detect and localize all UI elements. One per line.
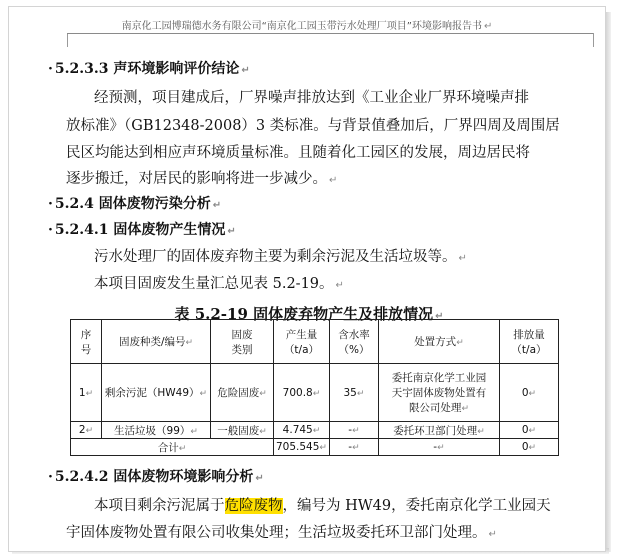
table-total-row: [71, 439, 559, 456]
col-header-amount: 产生量 （t/a）: [274, 320, 330, 364]
cell-water: -↵: [329, 422, 378, 439]
header-rule: [67, 33, 593, 34]
table-row: [71, 422, 559, 439]
paragraph-line: 民区均能达到相应声环境质量标准。且随着化工园区的发展，周边居民将: [66, 145, 530, 161]
table-caption: 表 5.2-19 固体废弃物产生及排放情况 ↵: [174, 305, 444, 323]
cell-disposal: 委托南京化学工业园 天宇固体废物处置有 限公司处理↵: [378, 364, 499, 422]
paragraph-line: 放标准》（GB12348-2008）3 类标准。与背景值叠加后，厂界四周及周围居: [66, 118, 560, 134]
cell-water: 35↵: [329, 364, 378, 422]
heading-5-2-3-3: · 5.2.3.3 声环境影响评价结论 ↵: [48, 61, 250, 77]
heading-5-2-4: · 5.2.4 固体废物污染分析 ↵: [48, 196, 222, 212]
cell-discharge: 0↵: [499, 364, 558, 422]
paragraph-line: 经预测，项目建成后，厂界噪声排放达到《工业企业厂界环境噪声排: [94, 90, 529, 106]
cell-disposal: 委托环卫部门处理↵: [378, 422, 499, 439]
cell-total-label: 合计↵: [71, 439, 274, 456]
page-header: 南京化工园博瑞德水务有限公司“南京化工园玉带污水处理厂项目”环境影响报告书 ↵: [121, 21, 493, 32]
paragraph-line: 本项目固废发生量汇总见表 5.2-19。 ↵: [94, 276, 344, 292]
page-header-text: 南京化工园博瑞德水务有限公司“南京化工园玉带污水处理厂项目”环境影响报告书: [121, 21, 482, 32]
col-header-water: 含水率 （%）: [329, 320, 378, 364]
table-row: [71, 364, 559, 422]
cell-total-discharge: 0↵: [499, 439, 558, 456]
cell-total-water: -↵: [329, 439, 378, 456]
crop-mark-right: [593, 33, 594, 47]
cell-type: 剩余污泥（HW49）↵: [102, 364, 211, 422]
table-header-row: [71, 320, 559, 364]
paragraph-line: 本项目剩余污泥属于危险废物，编号为 HW49，委托南京化学工业园天: [94, 498, 551, 514]
col-header-type: 固废种类/编号↵: [102, 320, 211, 364]
col-header-no: 序 号: [71, 320, 102, 364]
cell-amount: 4.745↵: [274, 422, 330, 439]
col-header-discharge: 排放量 （t/a）: [499, 320, 558, 364]
cell-category: 危险固废↵: [211, 364, 274, 422]
cell-type: 生活垃圾（99）↵: [102, 422, 211, 439]
paragraph-line: 宇固体废物处置有限公司收集处理；生活垃圾委托环卫部门处理。 ↵: [66, 525, 497, 541]
highlighted-text: 危险废物: [224, 498, 283, 514]
heading-5-2-4-2: · 5.2.4.2 固体废物环境影响分析 ↵: [48, 469, 264, 485]
cell-amount: 700.8↵: [274, 364, 330, 422]
cell-total-amount: 705.545↵: [274, 439, 330, 456]
col-header-category: 固废 类别: [211, 320, 274, 364]
cell-no: 1↵: [71, 364, 102, 422]
paragraph-line: 逐步搬迁，对居民的影响将进一步减少。 ↵: [66, 171, 338, 187]
heading-5-2-4-1: · 5.2.4.1 固体废物产生情况 ↵: [48, 222, 236, 238]
cell-total-disposal: -↵: [378, 439, 499, 456]
cell-discharge: 0↵: [499, 422, 558, 439]
col-header-disposal: 处置方式↵: [378, 320, 499, 364]
cell-category: 一般固废↵: [211, 422, 274, 439]
crop-mark-left: [53, 33, 68, 47]
paragraph-line: 污水处理厂的固体废弃物主要为剩余污泥及生活垃圾等。 ↵: [94, 249, 467, 265]
cell-no: 2↵: [71, 422, 102, 439]
solid-waste-table: [70, 319, 559, 456]
